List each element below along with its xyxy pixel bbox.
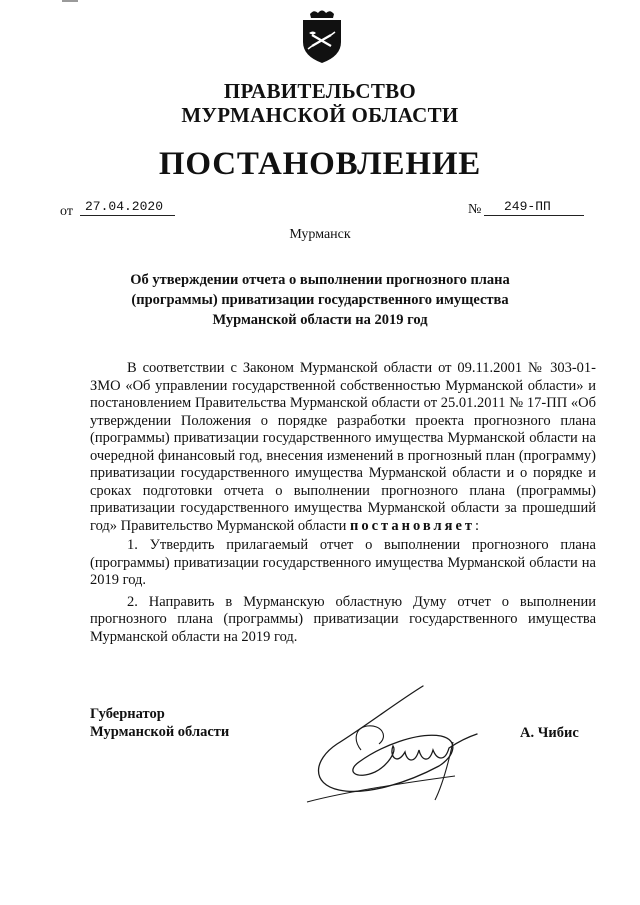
signatory-position-line2: Мурманской области — [90, 724, 230, 740]
document-number: 249-ПП — [484, 199, 584, 216]
handwritten-signature — [305, 680, 485, 810]
decree-word: постановляет — [350, 517, 476, 534]
preamble-text: В соответствии с Законом Мурманской области от 09.11.2001 № 303-01-ЗМО «Об управлении государственной собственностью Мурманской области» и постановлением Правительства Мурманской области от 25.01.2011 № 17-ПП «Об утверждении Положения о порядке разработки проекта прогнозного плана (программы) приватизации государственного имущества Мурманской области на очередной финансовый год, внесения изменений в прогнозный план (программу) приватизации государственного имущества Мурманской области и о порядке и сроках подготовки отчета о выполнении прогнозного плана (программы) приватизации государственного имущества Мурманской области за прошедший год» Правительство Мурманской области — [90, 360, 596, 534]
document-title: Об утверждении отчета о выполнении прогнозного плана (программы) приватизации государственного имущества Мурманской области на 2019 год — [130, 272, 510, 328]
document-type: ПОСТАНОВЛЕНИЕ — [158, 146, 482, 182]
signatory-position — [90, 705, 229, 741]
decree-item-1: 1. Утвердить прилагаемый отчет о выполнении прогнозного плана (программы) приватизации государственного имущества Мурманской области на 2019 год. — [90, 537, 596, 588]
city: Мурманск — [289, 227, 351, 242]
document-body — [90, 360, 596, 646]
date-label: от — [60, 204, 73, 219]
decree-item-2: 2. Направить в Мурманскую областную Думу отчет о выполнении прогнозного плана (программы) приватизации государственного имущества Мурманской области на 2019 год. — [90, 593, 596, 645]
preamble-paragraph — [90, 360, 596, 535]
signatory-name: А. Чибис — [520, 725, 579, 741]
coat-of-arms-icon — [300, 8, 344, 64]
signatory-position-line1: Губернатор — [90, 706, 165, 722]
organization-region: МУРМАНСКОЙ ОБЛАСТИ — [181, 103, 459, 127]
organization-name: ПРАВИТЕЛЬСТВО — [223, 79, 417, 103]
document-date: 27.04.2020 — [80, 199, 175, 216]
number-label: № — [468, 202, 482, 217]
top-edge-mark — [62, 0, 78, 2]
decree-tail: : — [475, 517, 480, 534]
